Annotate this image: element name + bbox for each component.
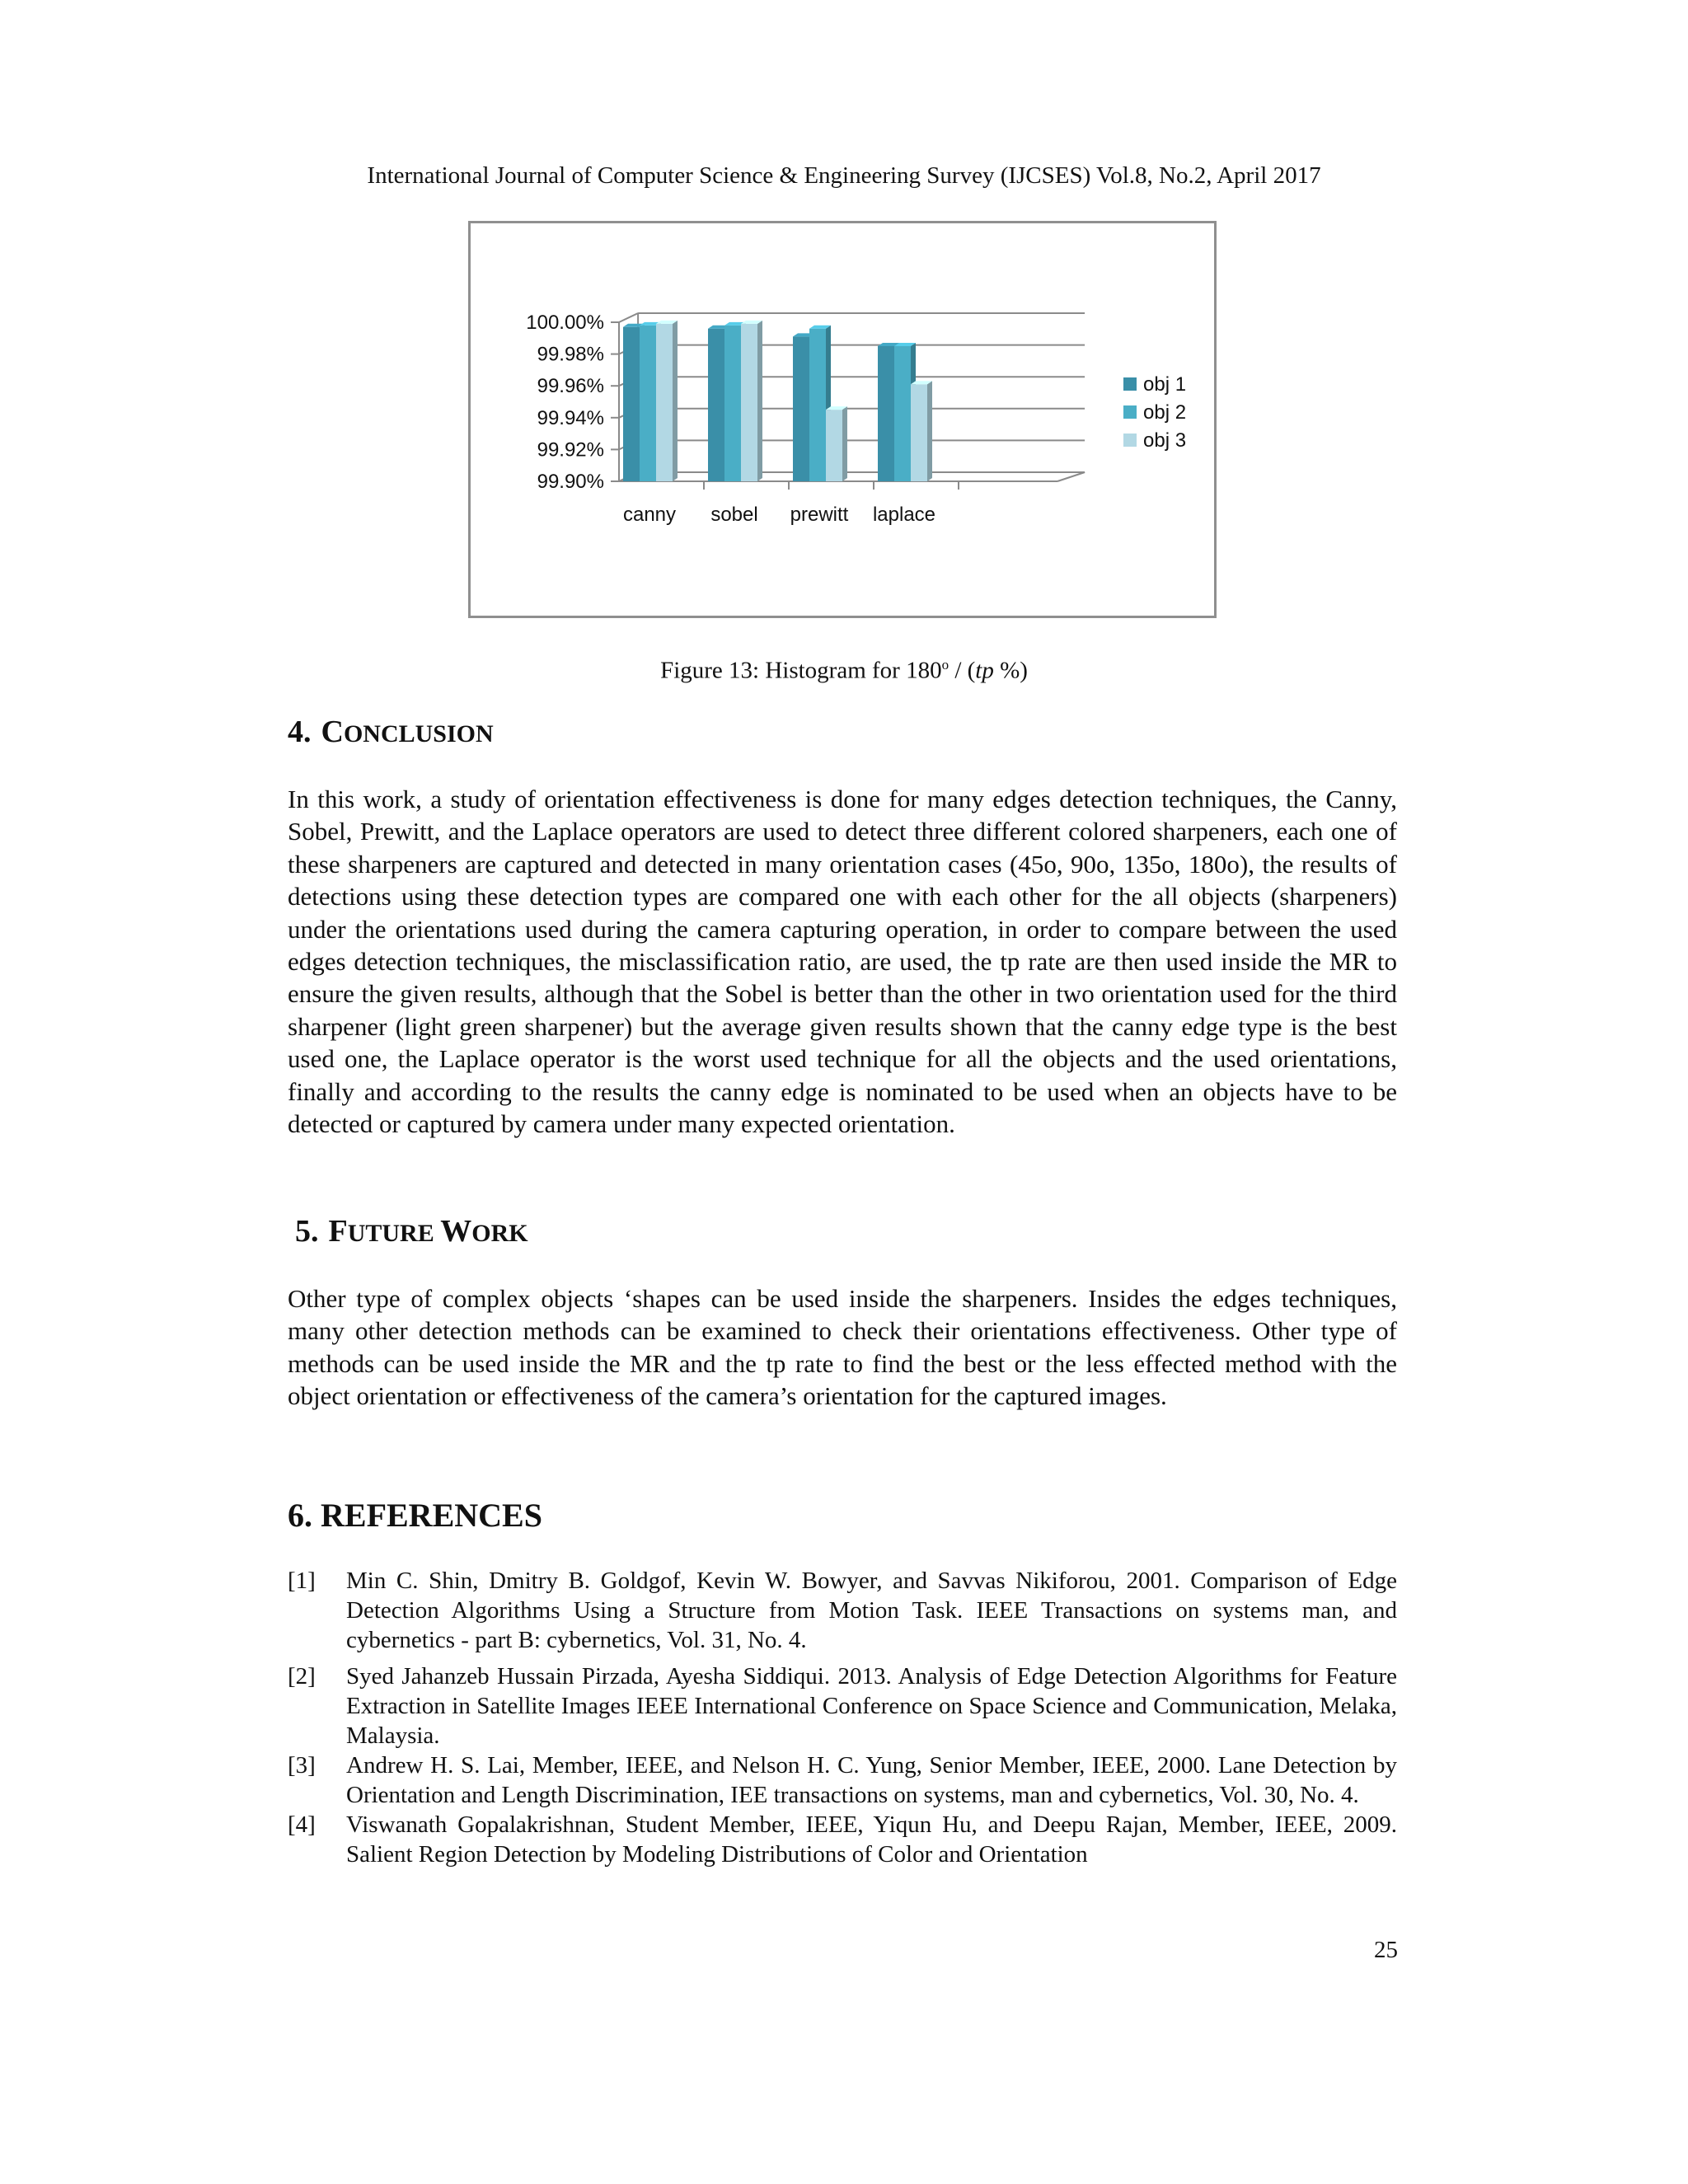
reference-number: [2] xyxy=(288,1663,316,1690)
reference-item xyxy=(288,1566,1397,1655)
x-axis-depth xyxy=(1057,472,1085,481)
conclusion-paragraph: In this work, a study of orientation effectiveness is done for many edges detection techniques, the Canny, Sobel, Prewitt, and the Laplace operators are used to detect three different colored sharpeners, each one of these sharpeners are captured and detected in many orientation cases (45o, 90o, 135o, 180o), the results of detections using these detection types are compared one with each other for the all objects (sharpeners) under the orientations used during the camera capturing operation, in order to compare between the used edges detection techniques, the misclassification ratio, are used, the tp rate are then used inside the MR to ensure the given results, although that the Sobel is better than the other in two orientation used for the third sharpener (light green sharpener) but the average given results shown that the canny edge type is the best used one, the Laplace operator is the worst used technique for all the objects and the used orientations, finally and according to the results the canny edge is nominated to be used when an objects have to be detected or captured by camera under many expected orientation. xyxy=(288,785,1397,1139)
y-tick-label: 99.94% xyxy=(537,406,604,429)
caption-degree: o xyxy=(941,657,950,673)
x-tick-label: canny xyxy=(622,504,677,526)
bar-front xyxy=(623,327,640,481)
legend-swatch xyxy=(1123,434,1137,447)
bar-prewitt-obj-3 xyxy=(826,406,847,481)
caption-tp: tp xyxy=(975,657,994,684)
gridlines xyxy=(619,313,1085,481)
bar-front xyxy=(894,346,911,481)
future-work-number: 5. xyxy=(295,1214,319,1249)
bar-side xyxy=(673,321,678,481)
bar-front xyxy=(640,326,656,481)
caption-sep: / ( xyxy=(949,657,976,684)
y-tick-label: 99.96% xyxy=(537,375,604,398)
bar-front xyxy=(793,336,809,481)
bar-front xyxy=(878,346,894,481)
bar-front xyxy=(911,384,927,481)
legend-swatch xyxy=(1123,377,1137,391)
conclusion-heading xyxy=(288,714,494,750)
references-heading: 6. REFERENCES xyxy=(288,1497,542,1534)
conclusion-number: 4. xyxy=(288,715,312,749)
conclusion-title-rest: ONCLUSION xyxy=(343,720,494,748)
legend-label: obj 1 xyxy=(1143,373,1187,396)
y-tick-label: 100.00% xyxy=(526,312,604,334)
bar-laplace-obj-3 xyxy=(911,381,932,481)
x-tick-label: prewitt xyxy=(790,504,849,526)
reference-item xyxy=(288,1750,1397,1810)
gridline-depth xyxy=(619,313,638,322)
reference-item xyxy=(288,1810,1397,1869)
future-work-title-ork: ORK xyxy=(471,1220,528,1247)
legend-label: obj 2 xyxy=(1143,401,1187,424)
reference-number: [1] xyxy=(288,1568,316,1594)
figure-13-chart xyxy=(468,221,1217,618)
reference-text: Andrew H. S. Lai, Member, IEEE, and Nelson H. C. Yung, Senior Member, IEEE, 2000. Lane Detection by Orientation and Length Discrimination, IEE transactions on systems, man and cybernetics, Vol. 30, No. 4. xyxy=(346,1752,1397,1808)
bar-front xyxy=(809,329,826,481)
bar-canny-obj-3 xyxy=(656,321,678,481)
reference-list xyxy=(288,1566,1397,1869)
future-work-title-uture: UTURE xyxy=(347,1220,441,1247)
reference-text: Syed Jahanzeb Hussain Pirzada, Ayesha Siddiqui. 2013. Analysis of Edge Detection Algorithms for Feature Extraction in Satellite Images IEEE International Conference on Space Science and Communication, Melaka, Malaysia. xyxy=(346,1663,1397,1749)
bar-front xyxy=(724,326,741,481)
bar-front xyxy=(656,324,673,481)
page-number: 25 xyxy=(1374,1937,1398,1963)
reference-number: [4] xyxy=(288,1811,316,1838)
legend-label: obj 3 xyxy=(1143,429,1187,452)
reference-number: [3] xyxy=(288,1752,316,1779)
reference-text: Viswanath Gopalakrishnan, Student Member, IEEE, Yiqun Hu, and Deepu Rajan, Member, IEEE, 2009. Salient Region Detection by Modeling Distributions of Color and Orientation xyxy=(346,1811,1397,1868)
bar-front xyxy=(708,329,724,481)
y-tick-label: 99.98% xyxy=(537,343,604,366)
y-tick-label: 99.92% xyxy=(537,438,604,462)
bar-side xyxy=(757,321,762,481)
reference-text: Min C. Shin, Dmitry B. Goldgof, Kevin W. Bowyer, and Savvas Nikiforou, 2001. Comparison of Edge Detection Algorithms Using a Structure from Motion Task. IEEE Transactions on systems man, and cybernetics - part B: cybernetics, Vol. 31, No. 4. xyxy=(346,1568,1397,1653)
future-work-heading xyxy=(295,1213,528,1249)
future-work-title-f: F xyxy=(328,1214,348,1249)
running-header: International Journal of Computer Science & Engineering Survey (IJCSES) Vol.8, No.2, April 2017 xyxy=(367,162,1321,189)
bar-sobel-obj-3 xyxy=(741,321,762,481)
x-tick-label: sobel xyxy=(710,504,758,526)
reference-item xyxy=(288,1661,1397,1750)
figure-caption xyxy=(0,651,1688,685)
y-tick-label: 99.90% xyxy=(537,471,604,493)
bar-chart xyxy=(471,223,1214,616)
conclusion-title-initial: C xyxy=(321,715,344,749)
future-work-paragraph: Other type of complex objects ‘shapes can be used inside the sharpeners. Insides the edges techniques, many other detection methods can be examined to check their orientations effectiveness. Other type of methods can be used inside the MR and the tp rate to find the best or the less effected method with the object orientation or effectiveness of the camera’s orientation for the captured images. xyxy=(288,1284,1397,1411)
bar-front xyxy=(741,324,757,481)
caption-prefix: Figure 13: Histogram for 180 xyxy=(660,657,942,684)
future-work-title-w: W xyxy=(440,1214,472,1249)
legend-swatch xyxy=(1123,405,1137,419)
legend xyxy=(1123,373,1186,452)
bar-side xyxy=(842,406,847,481)
caption-suffix: %) xyxy=(993,657,1028,684)
x-tick-label: laplace xyxy=(872,504,936,526)
bar-side xyxy=(927,381,932,481)
bar-front xyxy=(826,410,842,481)
